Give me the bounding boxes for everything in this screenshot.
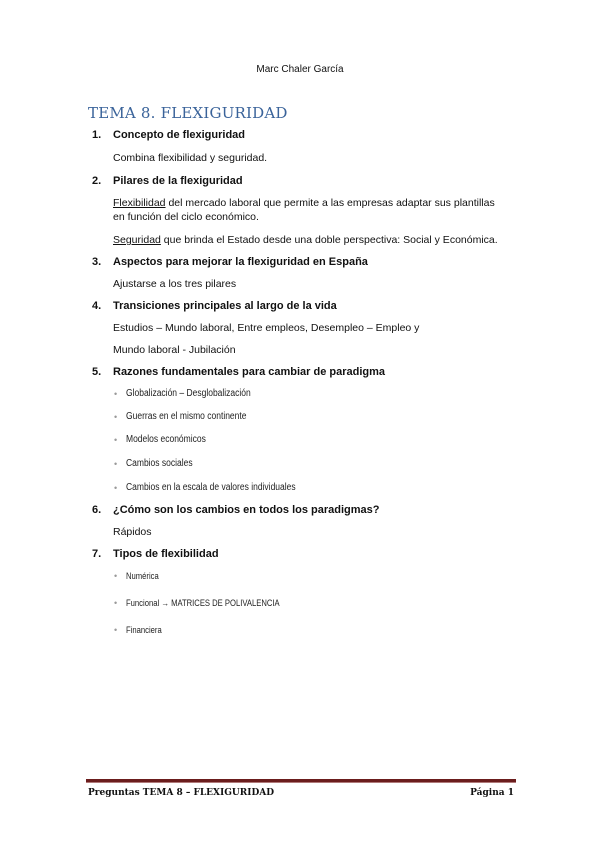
bullet-item: Funcional → MATRICES DE POLIVALENCIA xyxy=(126,598,280,608)
question-heading: Concepto de flexiguridad xyxy=(113,129,246,141)
question-heading: Razones fundamentales para cambiar de paradigma xyxy=(113,366,386,378)
bullet-item: Guerras en el mismo continente xyxy=(126,411,247,422)
page-header-author: Marc Chaler García xyxy=(256,64,344,75)
question-heading: Aspectos para mejorar la flexiguridad en España xyxy=(113,256,368,268)
bullet-icon: • xyxy=(114,625,118,635)
answer-text: Mundo laboral - Jubilación xyxy=(113,344,236,356)
question-number: 4. xyxy=(92,300,102,312)
question-heading: ¿Cómo son los cambios en todos los paradigmas? xyxy=(113,504,380,516)
question-number: 6. xyxy=(92,504,102,516)
bullet-icon: • xyxy=(114,412,118,422)
question-heading: Transiciones principales al largo de la vida xyxy=(113,300,337,312)
bullet-icon: • xyxy=(114,435,118,445)
term-seguridad: Seguridad xyxy=(113,234,161,246)
bullet-icon: • xyxy=(114,459,118,469)
bullet-icon: • xyxy=(114,483,118,493)
bullet-icon: • xyxy=(114,598,118,608)
answer-text: Rápidos xyxy=(113,526,152,538)
bullet-item: Cambios sociales xyxy=(126,458,193,469)
footer-divider xyxy=(86,779,516,783)
answer-text: en función del ciclo económico. xyxy=(113,211,259,223)
answer-text-rest: que brinda el Estado desde una doble perspectiva: Social y Económica. xyxy=(160,234,498,246)
term-flexibilidad: Flexibilidad xyxy=(113,197,166,209)
question-number: 5. xyxy=(92,366,102,378)
document-title: TEMA 8. FLEXIGURIDAD xyxy=(88,104,288,122)
footer-title: Preguntas TEMA 8 – FLEXIGURIDAD xyxy=(88,788,275,798)
question-number: 3. xyxy=(92,256,102,268)
answer-text-rest: del mercado laboral que permite a las empresas adaptar sus plantillas xyxy=(165,197,495,209)
bullet-item: Modelos económicos xyxy=(126,434,206,445)
question-number: 1. xyxy=(92,129,102,141)
page-number: Página 1 xyxy=(470,788,514,798)
bullet-item: Numérica xyxy=(126,571,159,581)
question-number: 7. xyxy=(92,548,102,560)
answer-text: Estudios – Mundo laboral, Entre empleos, Desempleo – Empleo y xyxy=(113,322,420,334)
bullet-icon: • xyxy=(114,571,118,581)
bullet-item: Cambios en la escala de valores individuales xyxy=(126,482,296,493)
bullet-item: Globalización – Desglobalización xyxy=(126,388,251,399)
question-heading: Pilares de la flexiguridad xyxy=(113,175,243,187)
bullet-item: Financiera xyxy=(126,625,162,635)
question-heading: Tipos de flexibilidad xyxy=(113,548,219,560)
answer-text: Ajustarse a los tres pilares xyxy=(113,278,237,290)
question-number: 2. xyxy=(92,175,102,187)
answer-text xyxy=(113,197,495,209)
bullet-icon: • xyxy=(114,389,118,399)
answer-text: Combina flexibilidad y seguridad. xyxy=(113,152,268,164)
answer-text xyxy=(113,234,498,246)
